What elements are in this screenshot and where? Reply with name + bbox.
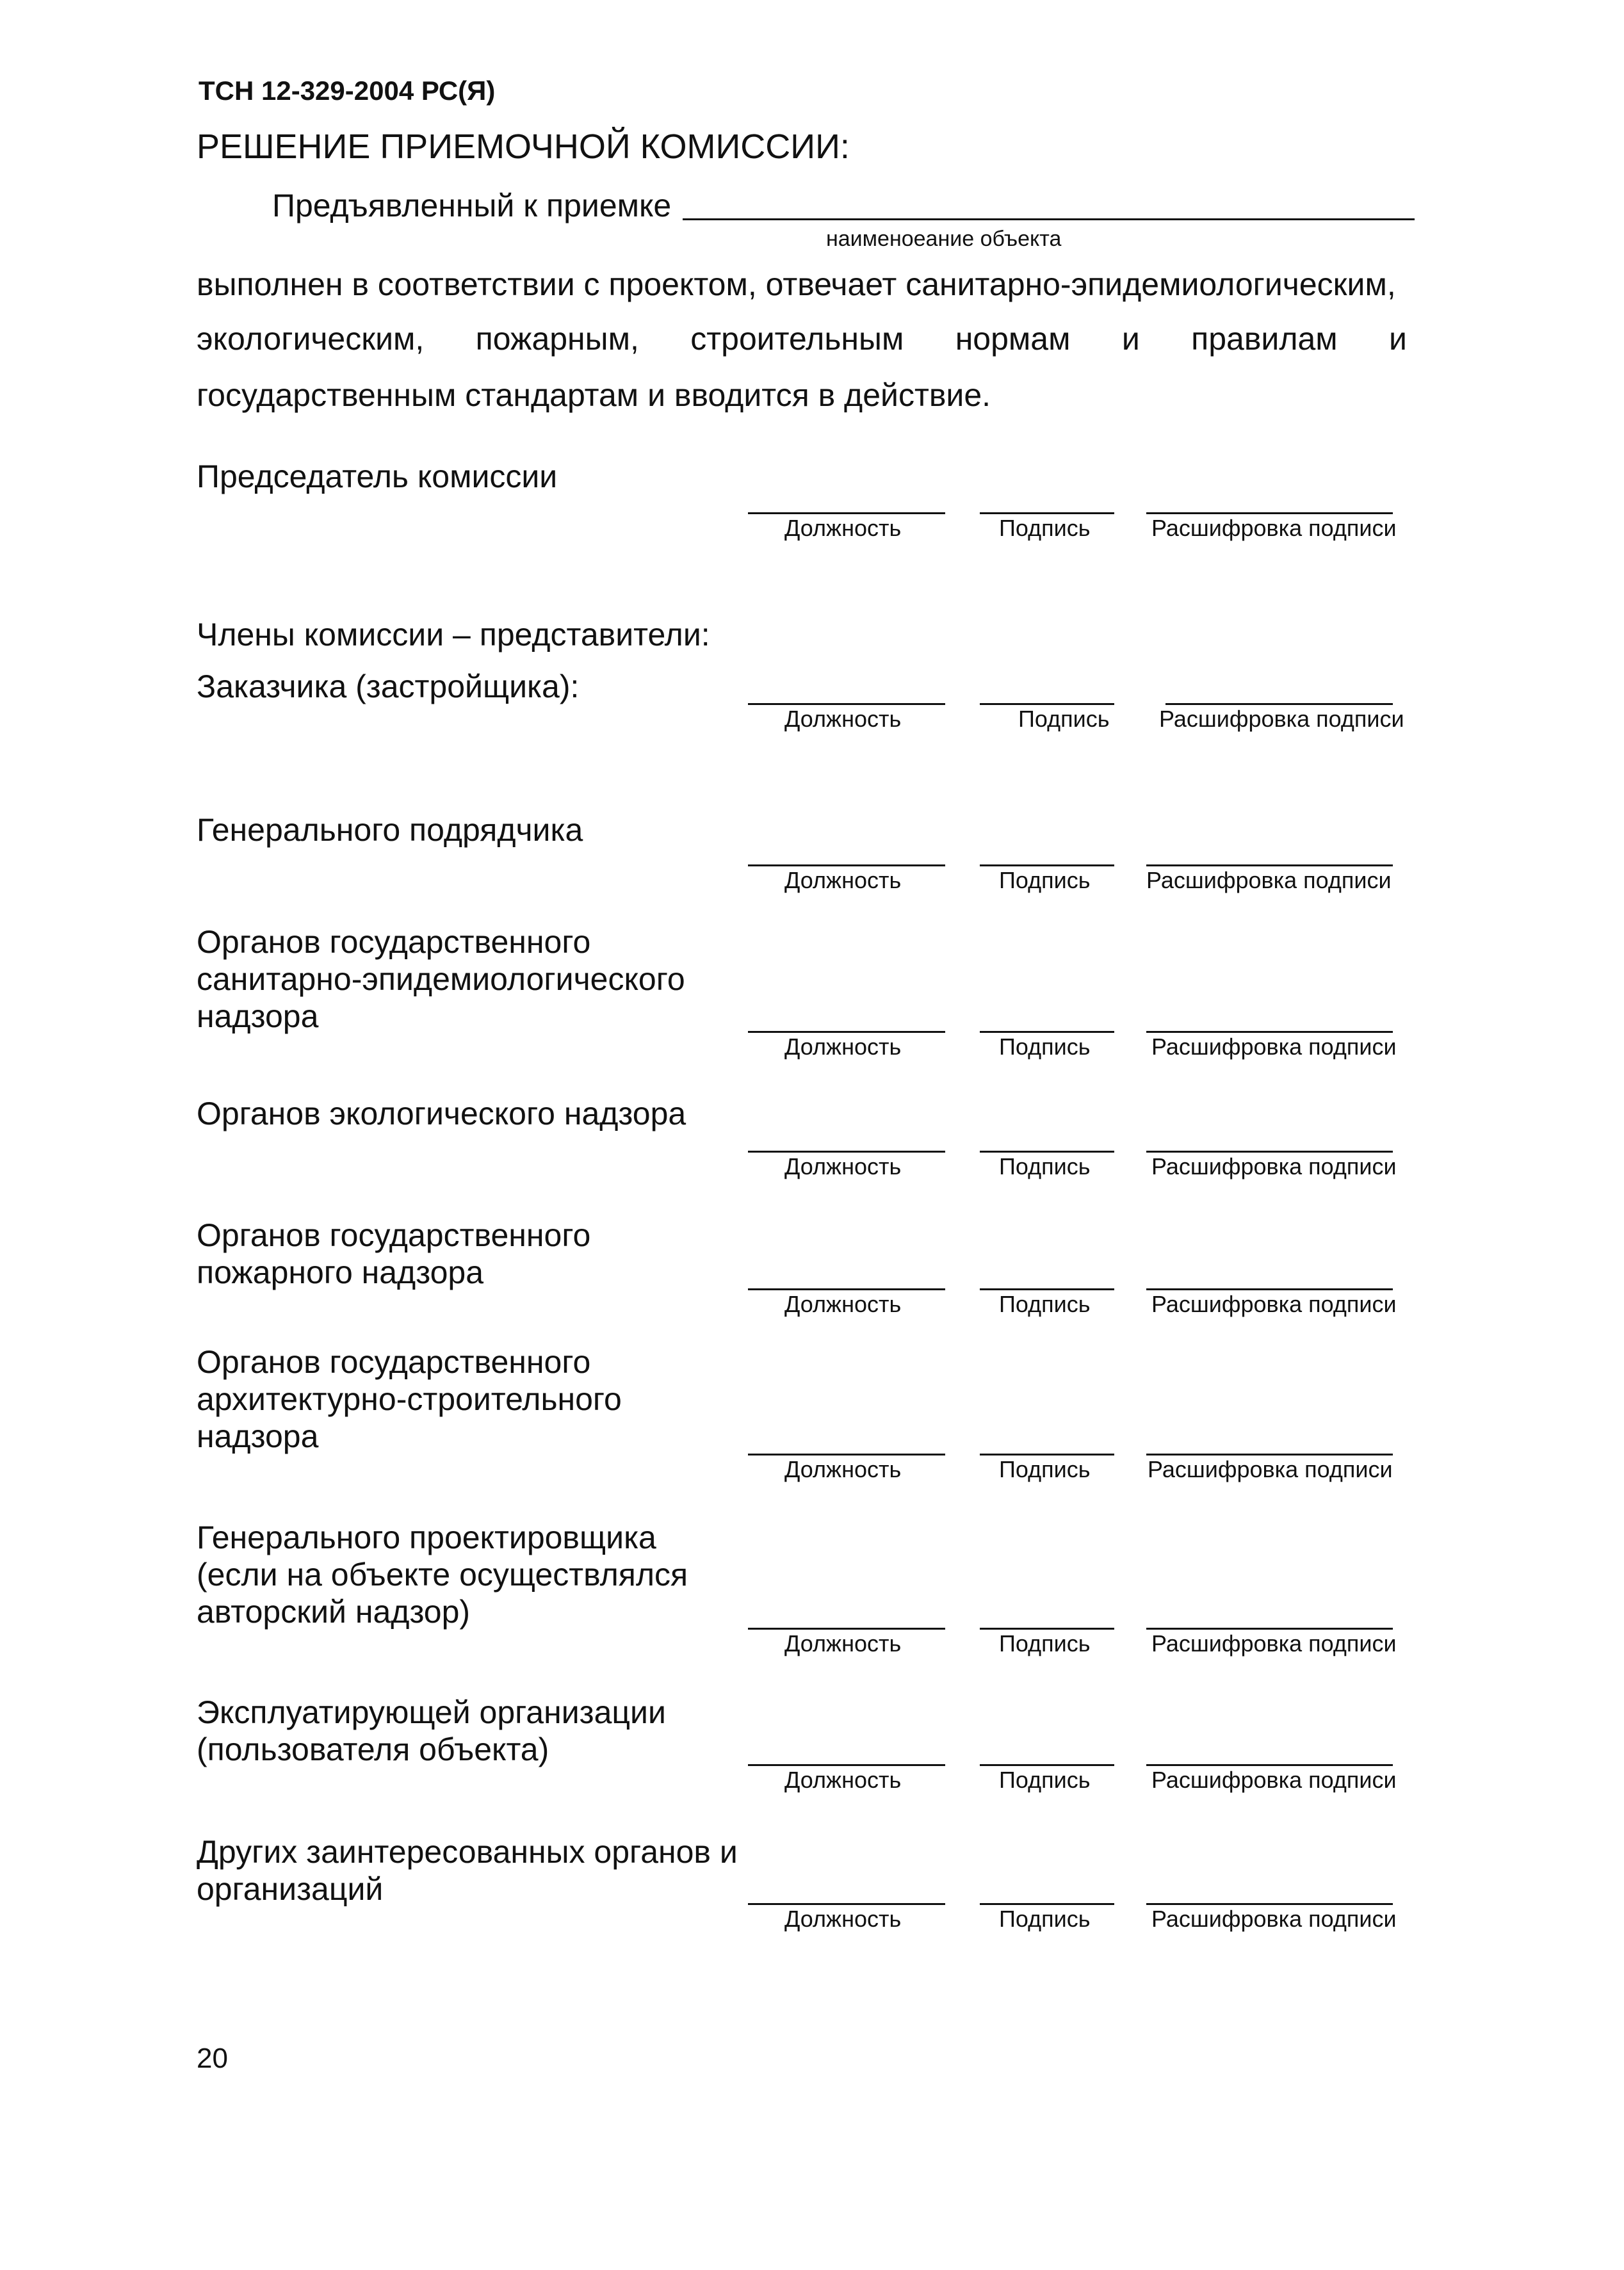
signature-caption: Подпись	[999, 1456, 1091, 1482]
signature-line[interactable]	[980, 1031, 1114, 1033]
position-line[interactable]	[748, 1454, 945, 1455]
chairman-label	[197, 458, 557, 495]
role-label-line: надзора	[197, 998, 319, 1034]
position-caption: Должность	[784, 867, 902, 893]
paragraph-line-3: государственным стандартам и вводится в действие.	[197, 377, 991, 413]
position-line[interactable]	[748, 864, 945, 866]
decoding-line[interactable]	[1146, 1151, 1393, 1153]
role-label-line: Органов экологического надзора	[197, 1096, 686, 1131]
position-line[interactable]	[748, 703, 945, 705]
role-label-line: авторский надзор)	[197, 1594, 471, 1630]
role-label-line: Других заинтересованных органов и	[197, 1834, 738, 1870]
chairman-decoding-caption: Расшифровка подписи	[1151, 515, 1397, 541]
members-label: Члены комиссии – представители:	[197, 617, 710, 653]
role-sanitary-supervision-label	[197, 923, 685, 1035]
decoding-line[interactable]	[1146, 1031, 1393, 1033]
decoding-caption: Расшифровка подписи	[1159, 706, 1404, 732]
decoding-line[interactable]	[1146, 1903, 1393, 1905]
role-ecological-supervision-label	[197, 1095, 686, 1132]
paragraph-word: нормам	[955, 321, 1071, 357]
role-label-line: (пользователя объекта)	[197, 1731, 549, 1767]
decoding-caption: Расшифровка подписи	[1151, 1630, 1397, 1657]
signature-caption: Подпись	[999, 1291, 1091, 1317]
paragraph-word: и	[1389, 321, 1407, 357]
decoding-line[interactable]	[1146, 1628, 1393, 1630]
chairman-label-text: Председатель комиссии	[197, 458, 558, 494]
decoding-line[interactable]	[1146, 864, 1393, 866]
role-label-line: архитектурно-строительного	[197, 1381, 622, 1417]
signature-caption: Подпись	[1018, 706, 1110, 732]
position-line[interactable]	[748, 1151, 945, 1153]
role-label-line: Органов государственного	[197, 924, 591, 960]
position-line[interactable]	[748, 1288, 945, 1290]
paragraph-line-1: выполнен в соответствии с проектом, отвечает санитарно-эпидемиологическим,	[197, 266, 1396, 302]
paragraph-word: и	[1121, 321, 1140, 357]
paragraph-word: пожарным,	[475, 321, 639, 357]
role-label-line: организаций	[197, 1871, 384, 1907]
signature-line[interactable]	[980, 1151, 1114, 1153]
document-code: ТСН 12-329-2004 РС(Я)	[199, 76, 496, 106]
role-other-organizations-label	[197, 1833, 738, 1908]
chairman-decoding-line[interactable]	[1146, 512, 1393, 514]
position-line[interactable]	[748, 1764, 945, 1766]
paragraph-word: экологическим,	[197, 321, 425, 357]
presented-label: Предъявленный к приемке	[272, 188, 672, 223]
role-label-line: Эксплуатирующей организации	[197, 1694, 666, 1730]
decoding-caption: Расшифровка подписи	[1151, 1291, 1397, 1317]
signature-caption: Подпись	[999, 1153, 1091, 1180]
signature-caption: Подпись	[999, 1034, 1091, 1060]
paragraph-line-2	[197, 320, 1407, 357]
position-line[interactable]	[748, 1903, 945, 1905]
decoding-caption: Расшифровка подписи	[1151, 1906, 1397, 1932]
page-heading: РЕШЕНИЕ ПРИЕМОЧНОЙ КОМИССИИ:	[197, 127, 850, 166]
role-label-line: пожарного надзора	[197, 1254, 484, 1290]
position-line[interactable]	[748, 1031, 945, 1033]
role-label-line: Генерального проектировщика	[197, 1520, 656, 1555]
signature-line[interactable]	[980, 1628, 1114, 1630]
paragraph-word: строительным	[690, 321, 904, 357]
signature-caption: Подпись	[999, 867, 1091, 893]
role-label-line: Заказчика (застройщика):	[197, 669, 580, 704]
position-caption: Должность	[784, 1456, 902, 1482]
position-caption: Должность	[784, 1906, 902, 1932]
role-label-line: Органов государственного	[197, 1217, 591, 1253]
decoding-line[interactable]	[1165, 703, 1393, 705]
chairman-signature-line[interactable]	[980, 512, 1114, 514]
position-caption: Должность	[784, 1630, 902, 1657]
object-name-line[interactable]	[683, 218, 1415, 220]
chairman-position-line[interactable]	[748, 512, 945, 514]
signature-caption: Подпись	[999, 1906, 1091, 1932]
signature-caption: Подпись	[999, 1767, 1091, 1793]
role-label-line: Генерального подрядчика	[197, 812, 583, 848]
decoding-caption: Расшифровка подписи	[1151, 1034, 1397, 1060]
decoding-caption: Расшифровка подписи	[1146, 867, 1392, 893]
position-caption: Должность	[784, 1767, 902, 1793]
position-caption: Должность	[784, 1291, 902, 1317]
role-general-contractor-label	[197, 811, 583, 848]
decoding-caption: Расшифровка подписи	[1148, 1456, 1393, 1482]
position-caption: Должность	[784, 706, 902, 732]
role-operating-organization-label	[197, 1694, 666, 1768]
position-line[interactable]	[748, 1628, 945, 1630]
decoding-caption: Расшифровка подписи	[1151, 1767, 1397, 1793]
position-caption: Должность	[784, 1153, 902, 1180]
signature-line[interactable]	[980, 1764, 1114, 1766]
decoding-line[interactable]	[1146, 1764, 1393, 1766]
decoding-caption: Расшифровка подписи	[1151, 1153, 1397, 1180]
role-label-line: надзора	[197, 1418, 319, 1454]
signature-line[interactable]	[980, 1454, 1114, 1455]
signature-line[interactable]	[980, 864, 1114, 866]
object-name-caption: наименоеание объекта	[826, 227, 1062, 251]
role-label-line: санитарно-эпидемиологического	[197, 961, 685, 997]
chairman-position-caption: Должность	[784, 515, 902, 541]
role-customer-label	[197, 668, 579, 705]
position-caption: Должность	[784, 1034, 902, 1060]
decoding-line[interactable]	[1146, 1454, 1393, 1455]
signature-caption: Подпись	[999, 1630, 1091, 1657]
role-construction-supervision-label	[197, 1343, 622, 1455]
chairman-signature-caption: Подпись	[999, 515, 1091, 541]
role-general-designer-label	[197, 1519, 688, 1630]
paragraph-word: правилам	[1191, 321, 1338, 357]
signature-line[interactable]	[980, 1288, 1114, 1290]
role-fire-supervision-label	[197, 1217, 590, 1291]
decoding-line[interactable]	[1146, 1288, 1393, 1290]
role-label-line: (если на объекте осуществлялся	[197, 1557, 688, 1593]
role-label-line: Органов государственного	[197, 1344, 591, 1380]
signature-line[interactable]	[980, 1903, 1114, 1905]
page-number: 20	[197, 2043, 228, 2074]
signature-line[interactable]	[980, 703, 1114, 705]
